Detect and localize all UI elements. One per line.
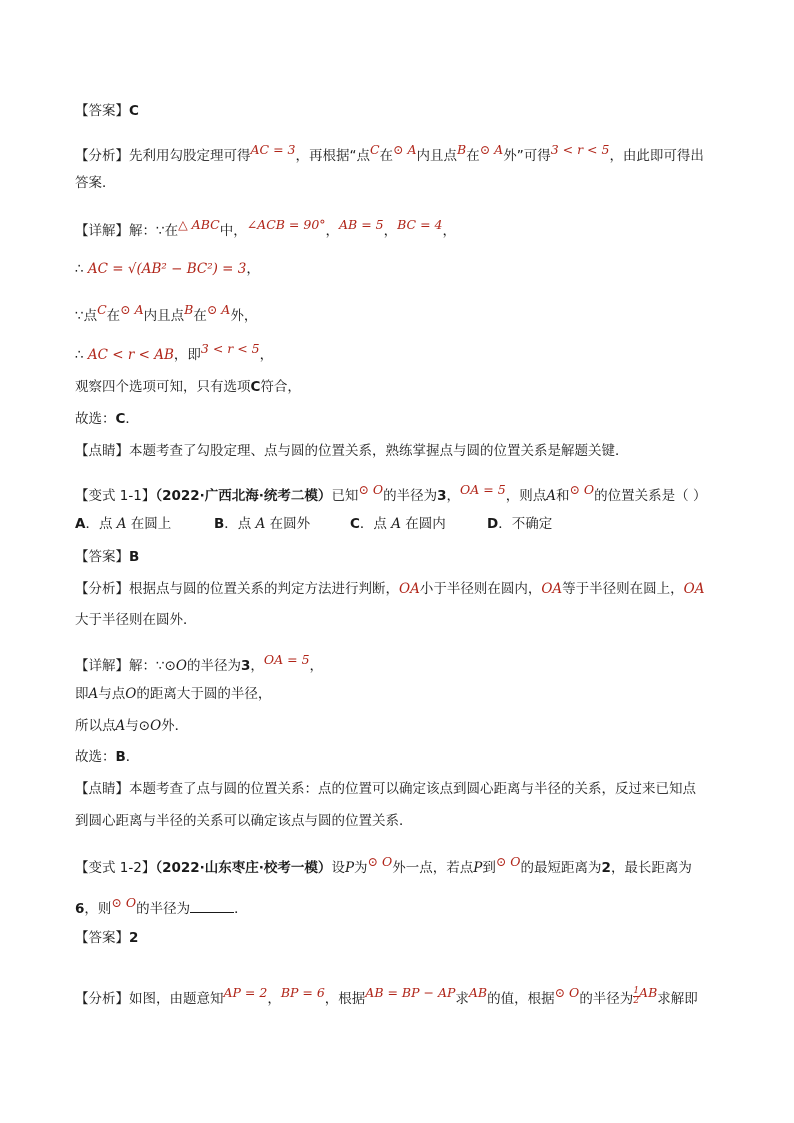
number: 6 [75, 901, 85, 917]
text: 符合， [260, 379, 301, 395]
text: 先利用勾股定理可得 [129, 148, 251, 164]
option-a[interactable] [75, 514, 171, 534]
text: 的距离大于圆的半径， [136, 686, 272, 702]
text: ． [125, 411, 139, 427]
math-expression: OA = 5 [263, 652, 310, 667]
text: 与⊙ [125, 718, 151, 734]
math-angle: ∠ACB = 90° [246, 217, 326, 232]
option-letter: D [487, 516, 499, 532]
detail-line-2 [75, 259, 260, 279]
text: ，则点 [505, 488, 547, 504]
option-letter: C [115, 411, 126, 427]
text: 故选： [75, 411, 116, 427]
text: ，即 [173, 347, 201, 363]
option-letter: B [214, 516, 225, 532]
text: 在 [466, 148, 480, 164]
detail2-line-4 [75, 747, 139, 767]
variable: A [391, 516, 401, 532]
text: 观察四个选项可知，只有选项 [75, 379, 251, 395]
variable: O [150, 718, 162, 734]
option-letter: A [75, 516, 86, 532]
answer-value: C [129, 103, 139, 119]
text: ，根据 [324, 991, 366, 1007]
text: ．点 [359, 516, 392, 532]
text: 内且点 [143, 308, 185, 324]
detail-tag: 【详解】 [75, 658, 129, 674]
question-tag: 【变式 1-1】 [75, 488, 156, 504]
variable: A [116, 516, 127, 532]
answer-line-1 [75, 101, 139, 121]
math-expression: AC = 3 [250, 142, 296, 157]
math-circle: ⊙ A [393, 142, 417, 157]
answer-value: 2 [129, 930, 139, 946]
text: ，则 [84, 901, 112, 917]
text: ， [383, 223, 398, 239]
text: 的半径为 [186, 658, 241, 674]
variable: P [344, 860, 355, 876]
text: 如图，由题意知 [129, 991, 224, 1007]
math-circle: ⊙ A [479, 142, 504, 157]
question-1-1 [75, 482, 707, 506]
option-c[interactable] [350, 514, 446, 534]
answer-tag: 【答案】 [75, 103, 129, 119]
text: 等于半径则在圆上， [562, 581, 684, 597]
math-circle: ⊙ O [367, 854, 393, 869]
detail-line-6 [75, 409, 139, 429]
analysis-line-2b [75, 610, 197, 630]
number: 3 [240, 658, 251, 674]
option-letter: C [250, 379, 261, 395]
math-inequality: 3 < r < 5 [550, 142, 610, 157]
math-inequality: AC < r < AB [87, 347, 174, 363]
detail2-line-2 [75, 684, 271, 704]
variable: O [175, 658, 187, 674]
number: 3 [437, 488, 447, 504]
math-variable: AB [468, 985, 488, 1000]
detail-tag: 【详解】 [75, 223, 129, 239]
math-pythagoras: AC = √(AB² − BC²) = 3 [87, 261, 247, 277]
text: 的半径为 [136, 901, 191, 917]
text: ， [267, 991, 281, 1007]
text: 答案． [75, 175, 116, 191]
variable: A [255, 516, 266, 532]
text: ．点 [85, 516, 117, 532]
math-circle: ⊙ O [569, 482, 595, 497]
text: 根据点与圆的位置关系的判定方法进行判断， [129, 581, 399, 597]
text: ， [325, 223, 340, 239]
analysis-line-1b [75, 173, 116, 193]
question-1-2b [75, 895, 248, 919]
answer-tag: 【答案】 [75, 549, 129, 565]
question-1-2 [75, 854, 692, 878]
text: 解：∵⊙ [129, 658, 176, 674]
text: ，再根据“点 [295, 148, 370, 164]
question-tag: 【变式 1-2】 [75, 860, 156, 876]
text: ，由此即可得出 [609, 148, 704, 164]
text: 外一点，若点 [392, 860, 474, 876]
math-expression: AP = 2 [223, 985, 268, 1000]
text: 为 [354, 860, 368, 876]
comment-tag: 【点睛】 [75, 443, 129, 459]
math-circle: ⊙ O [554, 985, 580, 1000]
detail-line-5 [75, 377, 301, 397]
math-circle: ⊙ O [495, 854, 521, 869]
math-variable: C [97, 302, 107, 317]
answer-line-3 [75, 928, 138, 948]
text: 大于半径则在圆外． [75, 612, 197, 628]
analysis-line-3 [75, 985, 698, 1016]
text: 所以点 [75, 718, 116, 734]
math-circle: ⊙ O [111, 895, 137, 910]
math-expression: AB = 5 [339, 217, 384, 232]
option-b[interactable] [214, 514, 310, 534]
text: ． [125, 749, 140, 765]
option-letter: C [350, 516, 360, 532]
math-expression: BP = 6 [280, 985, 325, 1000]
answer-line-2 [75, 547, 139, 567]
variable: P [473, 860, 483, 876]
math-variable: AB [639, 985, 658, 1000]
text: 到圆心距离与半径的关系可以确定该点与圆的位置关系． [75, 813, 413, 829]
analysis-line-2 [75, 579, 704, 599]
text: ， [259, 347, 274, 363]
number: 2 [601, 860, 611, 876]
variable: A [546, 488, 556, 504]
answer-value: B [129, 549, 140, 565]
analysis-line-1 [75, 142, 704, 166]
text: 外， [230, 308, 258, 324]
math-expression: BC = 4 [397, 217, 443, 232]
math-expression: OA = 5 [460, 482, 506, 497]
text: 在圆上 [126, 516, 172, 532]
text: 的半径为 [579, 991, 634, 1007]
variable: O [125, 686, 137, 702]
math-circle: ⊙ A [120, 302, 144, 317]
variable: A [88, 686, 99, 702]
text: 解：∵在 [129, 223, 179, 239]
text: 到 [482, 860, 496, 876]
text: 本题考查了点与圆的位置关系：点的位置可以确定该点到圆心距离与半径的关系，反过来已知点 [129, 781, 696, 797]
math-variable: OA [541, 581, 563, 597]
text: 的值，根据 [487, 991, 555, 1007]
text: 在 [379, 148, 394, 164]
text: ， [446, 488, 461, 504]
text: 设 [331, 860, 345, 876]
detail-line-4 [75, 341, 274, 365]
math-inequality: 3 < r < 5 [200, 341, 260, 356]
text: 已知 [331, 488, 359, 504]
math-variable: B [457, 142, 467, 157]
math-variable: OA [683, 581, 705, 597]
text: 与点 [98, 686, 126, 702]
analysis-tag: 【分析】 [75, 581, 129, 597]
text: 故选： [75, 749, 116, 765]
option-letter: B [115, 749, 126, 765]
comment2-line-2 [75, 811, 413, 831]
comment-line-1 [75, 441, 629, 461]
question-source: （2022·山东枣庄·校考一模） [155, 860, 332, 876]
text: ， [442, 223, 456, 239]
detail2-line-3 [75, 716, 188, 736]
text: ， [246, 261, 260, 277]
text: 中， [219, 223, 247, 239]
detail-line-3 [75, 302, 258, 326]
detail-line-1 [75, 217, 456, 241]
text: ，最长距离为 [610, 860, 692, 876]
math-expression: AB = BP − AP [365, 985, 456, 1000]
fraction-numerator: 1 [633, 986, 640, 996]
text: 小于半径则在圆内， [419, 581, 542, 597]
math-triangle: △ ABC [178, 217, 220, 232]
math-circle: ⊙ O [358, 482, 384, 497]
text: 在圆内 [400, 516, 446, 532]
text: 即 [75, 686, 89, 702]
analysis-tag: 【分析】 [75, 991, 129, 1007]
text: ∴ [75, 347, 88, 363]
text: 求 [455, 991, 469, 1007]
text: 外． [161, 718, 189, 734]
math-variable: B [184, 302, 194, 317]
text: 的位置关系是（ ） [594, 488, 707, 504]
comment2-line-1 [75, 779, 696, 799]
comment-tag: 【点睛】 [75, 781, 129, 797]
option-d[interactable] [487, 514, 552, 534]
math-circle: ⊙ A [206, 302, 231, 317]
text: 内且点 [416, 148, 458, 164]
text: ．不确定 [498, 516, 553, 532]
question-source: （2022·广西北海·统考二模） [155, 488, 332, 504]
math-variable: OA [399, 581, 420, 597]
text: 在 [106, 308, 121, 324]
variable: A [115, 718, 126, 734]
text: 外”可得 [503, 148, 551, 164]
text: ， [309, 658, 324, 674]
math-variable: C [369, 142, 380, 157]
answer-blank[interactable] [190, 898, 234, 913]
fraction-denominator: 2 [633, 996, 640, 1006]
text: ． [234, 901, 248, 917]
text: ∴ [75, 261, 88, 277]
analysis-tag: 【分析】 [75, 148, 129, 164]
text: ．点 [224, 516, 256, 532]
text: 的最短距离为 [520, 860, 602, 876]
text: 在圆外 [265, 516, 311, 532]
text: 和 [555, 488, 570, 504]
text: ， [250, 658, 264, 674]
text: ∵点 [75, 308, 98, 324]
text: 求解即 [657, 991, 698, 1007]
text: 本题考查了勾股定理、点与圆的位置关系，熟练掌握点与圆的位置关系是解题关键． [129, 443, 629, 459]
detail2-line-1 [75, 652, 324, 676]
text: 的半径为 [383, 488, 438, 504]
answer-tag: 【答案】 [75, 930, 129, 946]
text: 在 [193, 308, 207, 324]
